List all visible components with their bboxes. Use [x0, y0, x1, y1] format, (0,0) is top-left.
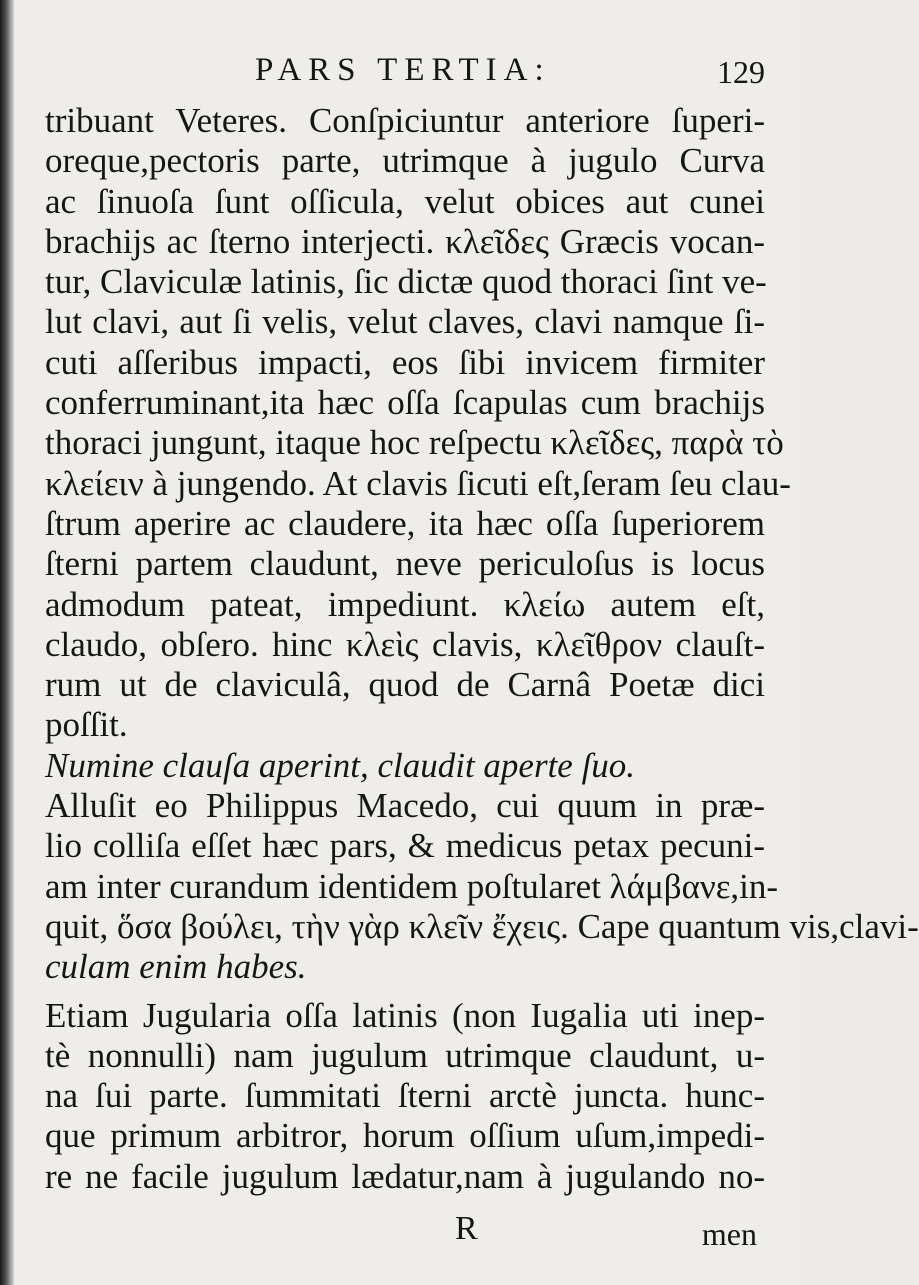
text-line: tribuant Veteres. Conſpiciuntur anteriore ſuperi- — [45, 101, 765, 140]
text-line: lio colliſa eſſet hæc pars, & medicus petax pecuni- — [45, 826, 765, 866]
page-footer — [45, 1210, 765, 1255]
body-text — [45, 101, 919, 1197]
text-line: claudo, obſero. hinc κλεὶς clavis, κλεῖθρον clauſt- — [45, 624, 765, 664]
text-line: ſtrum aperire ac claudere, ita hæc oſſa ſuperiorem — [45, 503, 765, 543]
text-line: admodum pateat, impediunt. κλείω autem eſt, — [45, 584, 765, 624]
text-line: Etiam Jugularia oſſa latinis (non Iugalia uti inep- — [45, 995, 765, 1035]
text-line: conferruminant,ita hæc oſſa ſcapulas cum brachijs — [45, 383, 765, 423]
signature-mark: R — [455, 1210, 478, 1247]
paragraph-gap — [45, 988, 765, 996]
page-header — [40, 52, 765, 96]
running-head: PARS TERTIA: — [255, 52, 551, 88]
text-line: am inter curandum identidem poſtularet λάμβανε,in- — [45, 866, 779, 906]
text-line: lut clavi, aut ſi velis, velut claves, clavi namque ſi- — [45, 302, 765, 342]
text-line: tur, Claviculæ latinis, ſic dictæ quod thoraci ſint ve- — [45, 262, 767, 302]
verse-line: Numine clauſa aperint, claudit aperte ſuo. — [45, 745, 636, 785]
text-line: tè nonnulli) nam jugulum utrimque claudunt, u- — [45, 1035, 765, 1075]
text-line: rum ut de claviculâ, quod de Carnâ Poetæ dici — [45, 665, 765, 705]
text-line: κλείειν à jungendo. At clavis ſicuti eſt,ſeram ſeu clau- — [45, 463, 791, 503]
text-line: oreque,pectoris parte, utrimque à jugulo Curva — [45, 141, 765, 181]
text-line: poſſit. — [45, 705, 128, 745]
text-line: ſterni partem claudunt, neve periculoſus is locus — [45, 544, 765, 584]
text-line: thoraci jungunt, itaque hoc reſpectu κλεῖδες, παρὰ τὸ — [45, 423, 784, 463]
text-line: brachijs ac ſterno interjecti. κλεῖδες Græcis vocan- — [45, 221, 765, 261]
text-line: Alluſit eo Philippus Macedo, cui quum in præ- — [45, 786, 765, 826]
text-line: quit, ὅσα βούλει, τὴν γὰρ κλεῖν ἔχεις. Cape quantum vis,clavi- — [45, 906, 919, 946]
text-line: cuti aſſeribus impacti, eos ſibi invicem firmiter — [45, 342, 765, 382]
page-number: 129 — [717, 54, 765, 90]
text-line: que primum arbitror, horum oſſium uſum,impedi- — [45, 1116, 765, 1156]
page-gutter-shadow — [0, 0, 14, 1285]
text-line: ac ſinuoſa ſunt oſſicula, velut obices aut cunei — [45, 181, 765, 221]
text-line: re ne facile jugulum lædatur,nam à jugulando no- — [45, 1156, 765, 1196]
text-line: culam enim habes. — [45, 947, 307, 987]
catchword: men — [701, 1216, 757, 1252]
text-line: na ſui parte. ſummitati ſterni arctè juncta. hunc- — [45, 1076, 765, 1116]
